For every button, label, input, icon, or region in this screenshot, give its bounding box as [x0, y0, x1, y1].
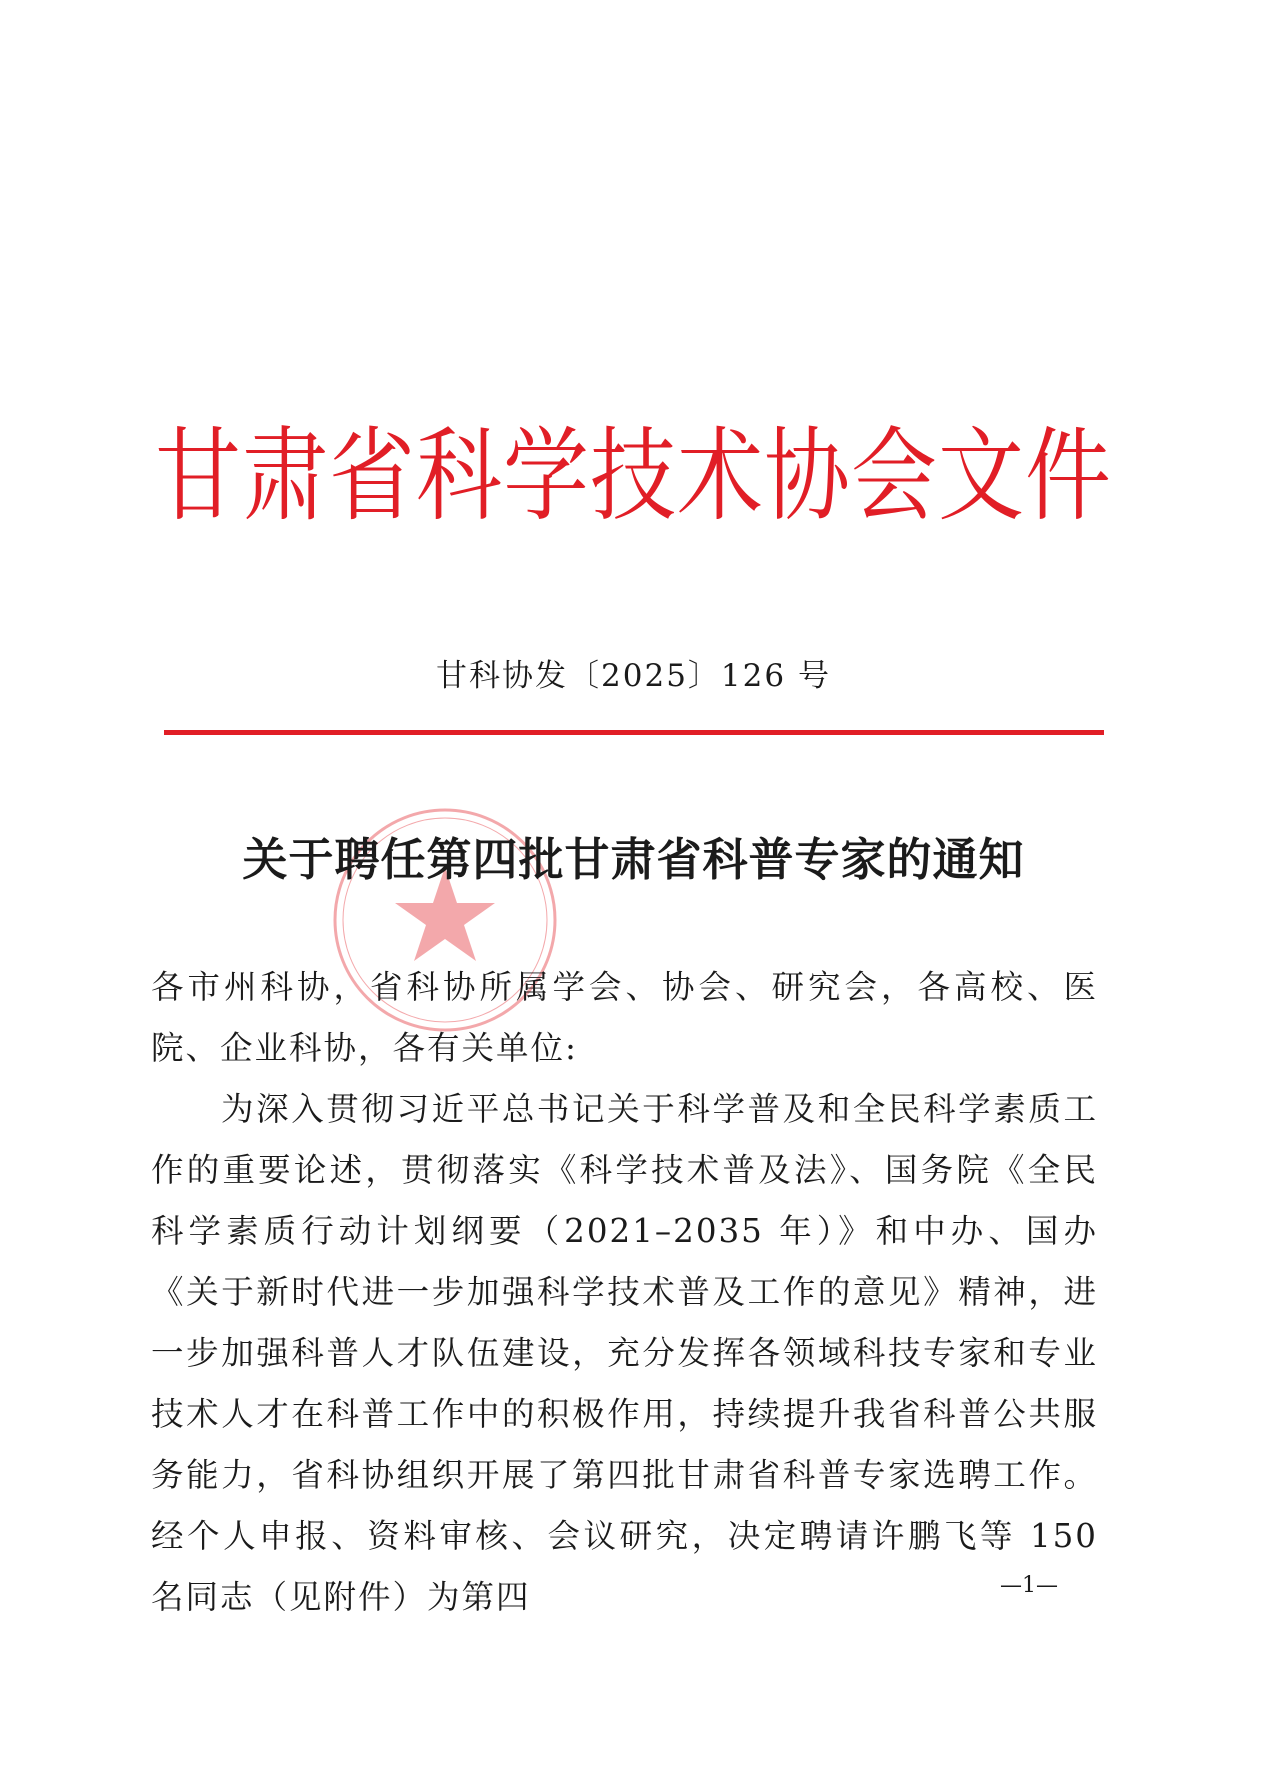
page-number: —1—: [1000, 1573, 1058, 1598]
masthead: 甘肃省科学技术协会文件: [155, 418, 1112, 536]
addressee: 各市州科协，省科协所属学会、协会、研究会，各高校、医院、企业科协，各有关单位:: [151, 968, 1098, 1067]
document-body: [151, 957, 1098, 1628]
body-paragraph: 为深入贯彻习近平总书记关于科学普及和全民科学素质工作的重要论述，贯彻落实《科学技术普及法》、国务院《全民科学素质行动计划纲要（2021–2035 年）》和中办、国办《关于新时代进一步加强科学技术普及工作的意见》精神，进一步加强科普人才队伍建设，充分发挥各领域科技专家和专业技术人才在科普工作中的积极作用，持续提升我省科普公共服务能力，省科协组织开展了第四批甘肃省科普专家选聘工作。经个人申报、资料审核、会议研究，决定聘请许鹏飞等 150 名同志（见附件）为第四: [151, 1090, 1098, 1616]
document-title: 关于聘任第四批甘肃省科普专家的通知: [242, 833, 1025, 886]
red-separator-line: [164, 730, 1104, 735]
document-number: 甘科协发〔2025〕126 号: [436, 658, 831, 694]
